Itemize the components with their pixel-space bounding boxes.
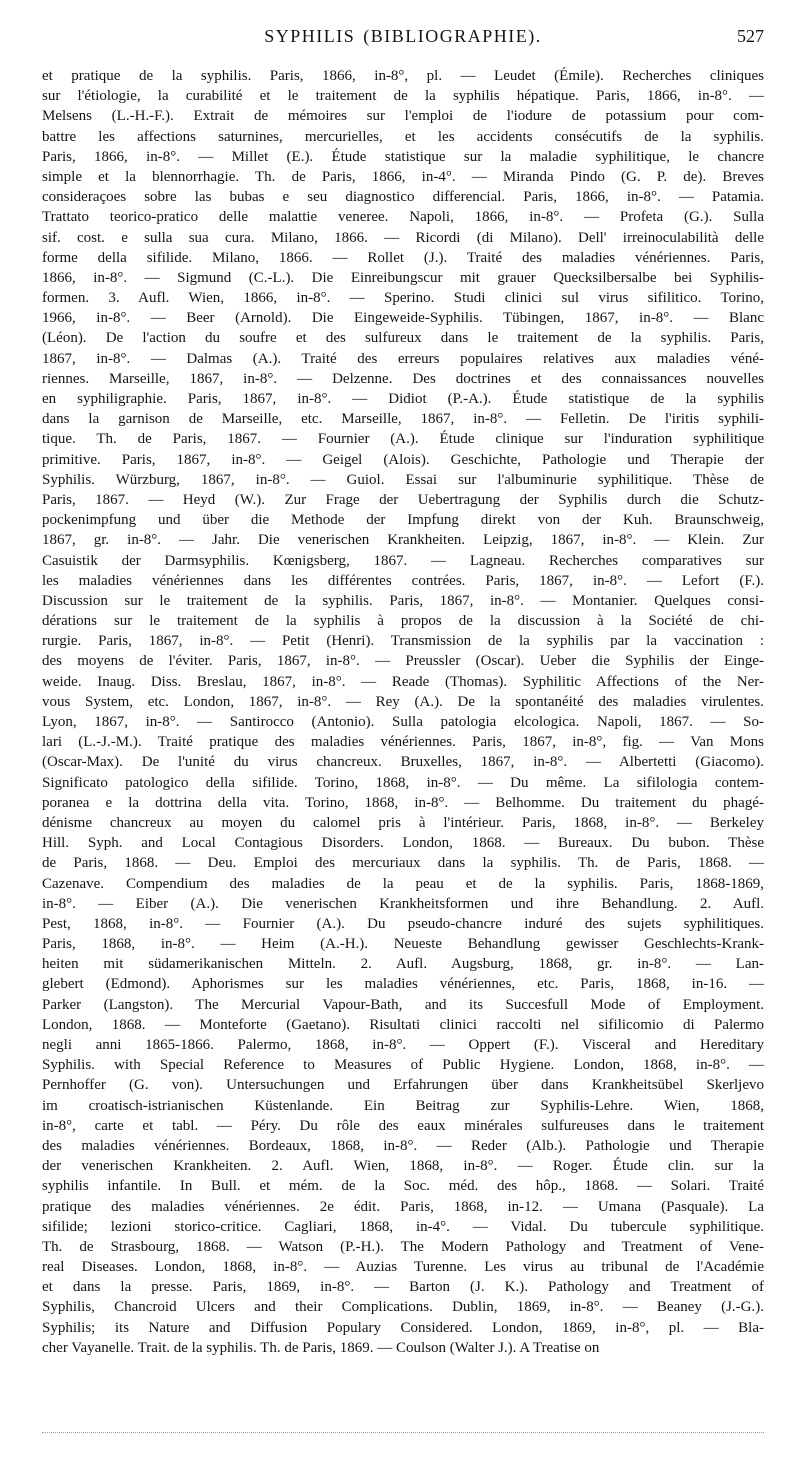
text-line: syphilis infantile. In Bull. et mém. de la Soc. méd. des hôp., 1868. — Solari. Traité [42, 1178, 764, 1195]
text-line: des moyens de l'éviter. Paris, 1867, in-8°. — Preussler (Oscar). Ueber die Syphilis der Einge- [42, 653, 764, 670]
text-line: weide. Inaug. Diss. Breslau, 1867, in-8°. — Reade (Thomas). Syphilitic Affections of the Ner- [42, 673, 764, 690]
text-line: Melsens (L.-H.-F.). Extrait de mémoires sur l'emploi de l'iodure de potassium pour com- [42, 108, 764, 125]
text-line: 1966, in-8°. — Beer (Arnold). Die Eingeweide-Syphilis. Tübingen, 1867, in-8°. — Blanc [42, 310, 764, 327]
text-line: tique. Th. de Paris, 1867. — Fournier (A.). Étude clinique sur l'induration syphilitique [42, 431, 764, 448]
text-line: real Diseases. London, 1868, in-8°. — Auzias Turenne. Les virus au tribunal de l'Académie [42, 1259, 764, 1276]
text-line: riennes. Marseille, 1867, in-8°. — Delzenne. Des doctrines et des connaissances nouvelles [42, 370, 764, 387]
text-line: in-8°, carte et tabl. — Péry. Du rôle des eaux minérales sulfureuses dans le traitement [42, 1117, 764, 1134]
text-line: glebert (Edmond). Aphorismes sur les maladies vénériennes, etc. Paris, 1868, in-16. — [42, 976, 764, 993]
text-line: Pest, 1868, in-8°. — Fournier (A.). Du pseudo-chancre induré des sujets syphilitiques. [42, 915, 764, 932]
text-line: Syphilis. Würzburg, 1867, in-8°. — Guiol. Essai sur l'albuminurie syphilitique. Thèse de [42, 471, 764, 488]
page-header [42, 26, 764, 52]
text-line: Hill. Syph. and Local Contagious Disorders. London, 1868. — Bureaux. Du bubon. Thèse [42, 835, 764, 852]
text-line: poranea e la dottrina della vita. Torino, 1868, in-8°. — Belhomme. Du traitement du phagé- [42, 794, 764, 811]
text-line: vous System, etc. London, 1867, in-8°. — Rey (A.). De la spontanéité des maladies virulentes. [42, 693, 764, 710]
text-line: (Léon). De l'action du soufre et des sulfureux dans le traitement de la syphilis. Paris, [42, 330, 764, 347]
text-line: negli anni 1865-1866. Palermo, 1868, in-8°. — Oppert (F.). Visceral and Hereditary [42, 1037, 764, 1053]
page-number: 527 [737, 26, 764, 46]
text-line: dans la garnison de Marseille, etc. Marseille, 1867, in-8°. — Felletin. De l'iritis syphili- [42, 411, 764, 428]
text-line: Pernhoffer (G. von). Untersuchungen und Erfahrungen über dans Krankheitsübel Skerljevo [42, 1077, 764, 1094]
text-line: rurgie. Paris, 1867, in-8°. — Petit (Henri). Transmission de la syphilis par la vaccination : [42, 633, 764, 650]
text-line: Paris, 1867. — Heyd (W.). Zur Frage der Uebertragung der Syphilis durch die Schutz- [42, 491, 764, 508]
text-line: forme della sifilide. Milano, 1866. — Rollet (J.). Traité des maladies vénériennes. Paris, [42, 249, 764, 266]
text-line: consideraçoes sobre las bubas e seu diagnostico differencial. Paris, 1866, in-8°. — Patamia. [42, 189, 764, 206]
text-line: les maladies vénériennes dans les différentes contrées. Paris, 1867, in-8°. — Lefort (F.). [42, 572, 764, 589]
text-line: Syphilis; its Nature and Diffusion Populary Considered. London, 1869, in-8°, pl. — Bla- [42, 1319, 764, 1336]
text-line: et dans la presse. Paris, 1869, in-8°. — Barton (J. K.). Pathology and Treatment of [42, 1279, 764, 1296]
text-line: 1867, gr. in-8°. — Jahr. Die venerischen Krankheiten. Leipzig, 1867, in-8°. — Klein. Zur [42, 532, 764, 549]
text-line: dérations sur le traitement de la syphilis à propos de la discussion à la Société de chi- [42, 613, 764, 630]
footer-rule [42, 1432, 764, 1433]
text-line: pratique des maladies vénériennes. 2e édit. Paris, 1868, in-12. — Umana (Pasquale). La [42, 1198, 764, 1215]
bibliography-text [42, 66, 764, 1358]
text-line: primitive. Paris, 1867, in-8°. — Geigel (Alois). Geschichte, Pathologie und Therapie der [42, 451, 764, 468]
text-line: Syphilis. with Special Reference to Measures of Public Hygiene. London, 1868, in-8°. — [42, 1057, 764, 1074]
text-line: Cazenave. Compendium des maladies de la peau et de la syphilis. Paris, 1868-1869, [42, 875, 764, 892]
text-line: in-8°. — Eiber (A.). Die venerischen Krankheitsformen und ihre Behandlung. 2. Aufl. [42, 895, 764, 912]
text-line: de Paris, 1868. — Deu. Emploi des mercuriaux dans la syphilis. Th. de Paris, 1868. — [42, 855, 764, 872]
text-line: 1867, in-8°. — Dalmas (A.). Traité des erreurs populaires relatives aux maladies véné- [42, 350, 764, 367]
text-line: Paris, 1868, in-8°. — Heim (A.-H.). Neueste Behandlung gewisser Geschlechts-Krank- [42, 936, 764, 953]
text-line: Trattato teorico-pratico delle malattie veneree. Napoli, 1866, in-8°. — Profeta (G.). Sulla [42, 209, 764, 226]
text-line: et pratique de la syphilis. Paris, 1866, in-8°, pl. — Leudet (Émile). Recherches cliniques [42, 68, 764, 84]
text-line: 1866, in-8°. — Sigmund (C.-L.). Die Einreibungscur mit grauer Quecksilbersalbe bei Syphilis- [42, 269, 764, 286]
text-line: Casuistik der Darmsyphilis. Kœnigsberg, 1867. — Lagneau. Recherches comparatives sur [42, 552, 764, 569]
text-line: sifilide; lezioni storico-critice. Cagliari, 1868, in-4°. — Vidal. Du tubercule syphilitique. [42, 1218, 764, 1235]
text-line: (Oscar-Max). De l'unité du virus chancreux. Bruxelles, 1867, in-8°. — Albertetti (Giacomo). [42, 754, 764, 771]
text-line: pockenimpfung und über die Methode der Impfung direkt von der Kuh. Braunschweig, [42, 512, 764, 529]
text-line: Discussion sur le traitement de la syphilis. Paris, 1867, in-8°. — Montanier. Quelques consi- [42, 592, 764, 609]
text-line: heiten mit südamerikanischen Mitteln. 2. Aufl. Augsburg, 1868, gr. in-8°. — Lan- [42, 956, 764, 973]
text-line: Syphilis, Chancroid Ulcers and their Complications. Dublin, 1869, in-8°. — Beaney (J.-G.). [42, 1299, 764, 1316]
text-line: Th. de Strasbourg, 1868. — Watson (P.-H.). The Modern Pathology and Treatment of Vene- [42, 1238, 764, 1255]
text-line: Significato patologico della sifilide. Torino, 1868, in-8°. — Du même. La sifilologia contem- [42, 774, 764, 791]
text-line: des maladies vénériennes. Bordeaux, 1868, in-8°. — Reder (Alb.). Pathologie und Therapie [42, 1137, 764, 1154]
text-line: Parker (Langston). The Mercurial Vapour-Bath, and its Succesfull Mode of Employment. [42, 996, 764, 1013]
text-line: Paris, 1866, in-8°. — Millet (E.). Étude statistique sur la maladie syphilitique, le chancre [42, 148, 764, 165]
text-line: Lyon, 1867, in-8°. — Santirocco (Antonio). Sulla patologia elcologica. Napoli, 1867. — So- [42, 714, 764, 730]
running-title: SYPHILIS (BIBLIOGRAPHIE). [264, 26, 542, 46]
text-line: London, 1868. — Monteforte (Gaetano). Risultati clinici raccolti nel sifilicomio di Palermo [42, 1016, 764, 1033]
text-line: im croatisch-istrianischen Küstenlande. Ein Beitrag zur Syphilis-Lehre. Wien, 1868, [42, 1097, 764, 1114]
text-line: cher Vayanelle. Trait. de la syphilis. Th. de Paris, 1869. — Coulson (Walter J.). A Treatise on [42, 1339, 600, 1356]
text-line: sif. cost. e sulla sua cura. Milano, 1866. — Ricordi (di Milano). Dell' irreinoculabilità delle [42, 229, 764, 246]
text-line: simple et la blennorrhagie. Th. de Paris, 1866, in-4°. — Miranda Pindo (G. P. de). Breves [42, 168, 764, 185]
text-line: formen. 3. Aufl. Wien, 1866, in-8°. — Sperino. Studi clinici sul virus sifilitico. Torino, [42, 290, 764, 307]
text-line: dénisme chancreux au moyen du calomel pris à l'intérieur. Paris, 1868, in-8°. — Berkeley [42, 814, 764, 831]
text-line: battre les affections saturnines, mercurielles, et les accidents consécutifs de la syphilis. [42, 128, 764, 145]
text-line: en syphiligraphie. Paris, 1867, in-8°. — Didiot (P.-A.). Étude statistique de la syphilis [42, 391, 764, 407]
text-line: der venerischen Krankheiten. 2. Aufl. Wien, 1868, in-8°. — Roger. Étude clin. sur la [42, 1158, 764, 1175]
text-line: sur l'étiologie, la curabilité et le traitement de la syphilis hépatique. Paris, 1866, in-8°. — [42, 88, 764, 105]
text-line: lari (L.-J.-M.). Traité pratique des maladies vénériennes. Paris, 1867, in-8°, fig. — Van Mons [42, 734, 764, 751]
